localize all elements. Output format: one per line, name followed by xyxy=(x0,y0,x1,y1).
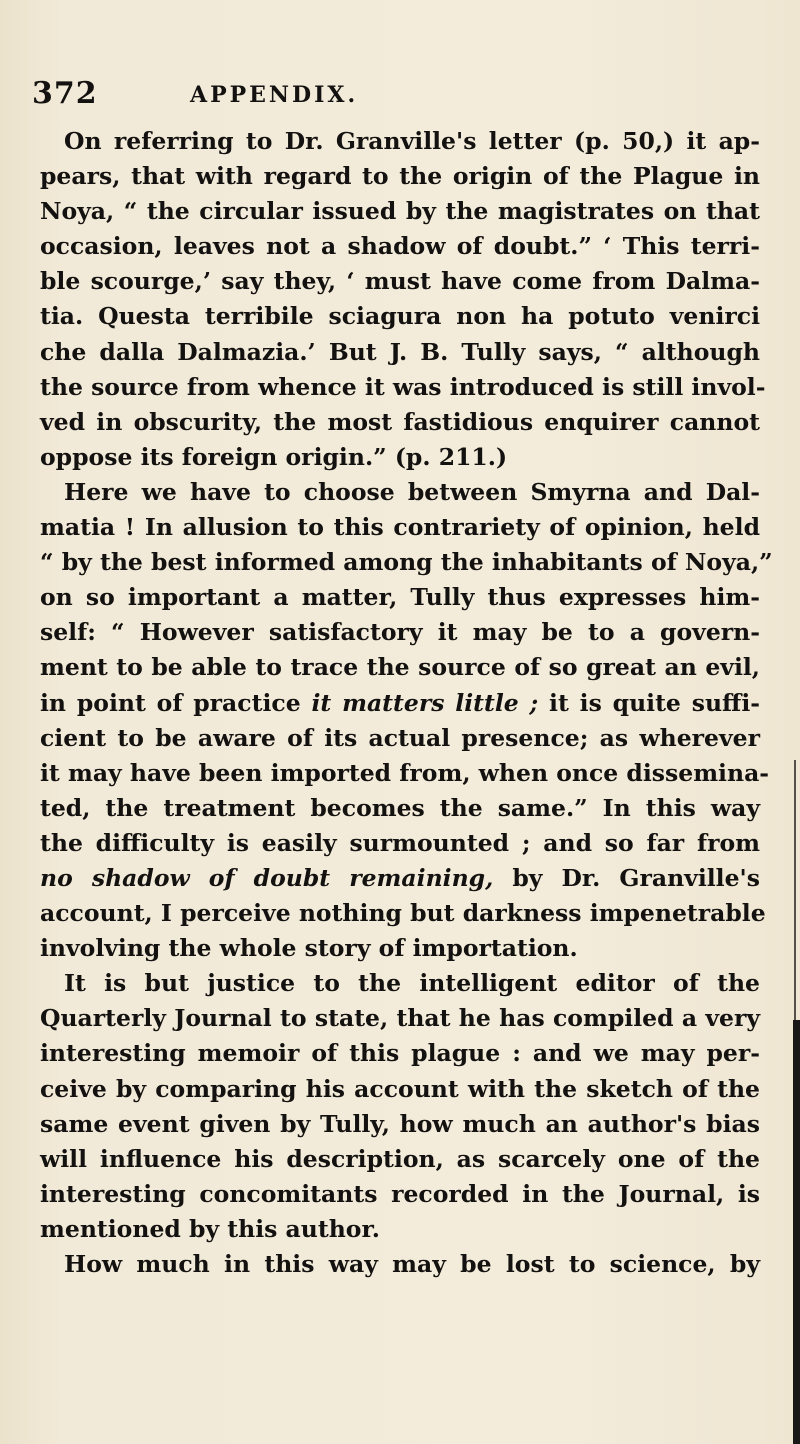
text-line: ved in obscurity, the most fastidious enquirer cannot xyxy=(40,407,760,436)
text-line: ment to be able to trace the source of so great an evil, xyxy=(40,653,760,682)
text-line: mentioned by this author. xyxy=(40,1214,380,1243)
text-line: will influence his description, as scarcely one of the xyxy=(40,1144,760,1173)
text-line: It is but justice to the intelligent editor of the xyxy=(64,969,760,998)
text-line: account, I perceive nothing but darkness impenetrable xyxy=(40,899,766,928)
text-line: ted, the treatment becomes the same.” In this way xyxy=(40,793,760,822)
text-line: ble scourge,’ say they, ‘ must have come from Dalma- xyxy=(40,267,760,296)
text-line: oppose its foreign origin.” (p. 211.) xyxy=(40,442,508,471)
text-line: che dalla Dalmazia.’ But J. B. Tully says, “ although xyxy=(40,337,760,366)
text-line: “ by the best informed among the inhabitants of Noya,” xyxy=(40,548,773,577)
text-line: the difficulty is easily surmounted ; and so far from xyxy=(40,828,760,857)
text-line xyxy=(40,861,760,896)
text-segment: it is quite suffi- xyxy=(538,688,760,717)
text-line: occasion, leaves not a shadow of doubt.” ‘ This terri- xyxy=(40,232,760,261)
text-line: interesting memoir of this plague : and we may per- xyxy=(40,1039,760,1068)
text-line: On referring to Dr. Granville's letter (p. 50,) it ap- xyxy=(64,127,760,155)
text-line: interesting concomitants recorded in the Journal, is xyxy=(40,1179,760,1208)
text-line: on so important a matter, Tully thus expresses him- xyxy=(40,583,760,612)
text-segment: by Dr. Granville's xyxy=(493,863,760,892)
text-line: matia ! In allusion to this contrariety of opinion, held xyxy=(40,513,760,542)
italic-segment: no shadow of doubt remaining, xyxy=(40,863,494,892)
text-line: tia. Questa terribile sciagura non ha potuto venirci xyxy=(40,302,760,331)
text-line: it may have been imported from, when once dissemina- xyxy=(40,758,770,787)
text-line: self: “ However satisfactory it may be to a govern- xyxy=(40,618,760,647)
text-line: How much in this way may be lost to science, by xyxy=(64,1250,760,1278)
page-edge-binding xyxy=(793,1020,800,1444)
text-line: Here we have to choose between Smyrna and Dal- xyxy=(64,477,760,506)
page-number: 372 xyxy=(32,76,98,111)
text-line: same event given by Tully, how much an author's bias xyxy=(40,1109,760,1138)
text-line: involving the whole story of importation. xyxy=(40,934,578,963)
text-line xyxy=(40,686,760,721)
page-edge-shadow xyxy=(794,760,796,1020)
italic-segment: it matters little ; xyxy=(311,688,539,717)
page-header xyxy=(32,76,732,116)
text-line: Quarterly Journal to state, that he has compiled a very xyxy=(40,1004,760,1033)
text-line: pears, that with regard to the origin of the Plague in xyxy=(40,162,760,191)
text-line: ceive by comparing his account with the sketch of the xyxy=(40,1074,760,1103)
running-head: APPENDIX. xyxy=(190,82,359,108)
text-line: Noya, “ the circular issued by the magistrates on that xyxy=(40,197,760,226)
text-line: the source from whence it was introduced is still invol- xyxy=(40,372,766,401)
text-segment: in point of practice xyxy=(40,688,312,717)
body-text xyxy=(40,124,773,1282)
text-line: cient to be aware of its actual presence; as wherever xyxy=(40,723,760,752)
